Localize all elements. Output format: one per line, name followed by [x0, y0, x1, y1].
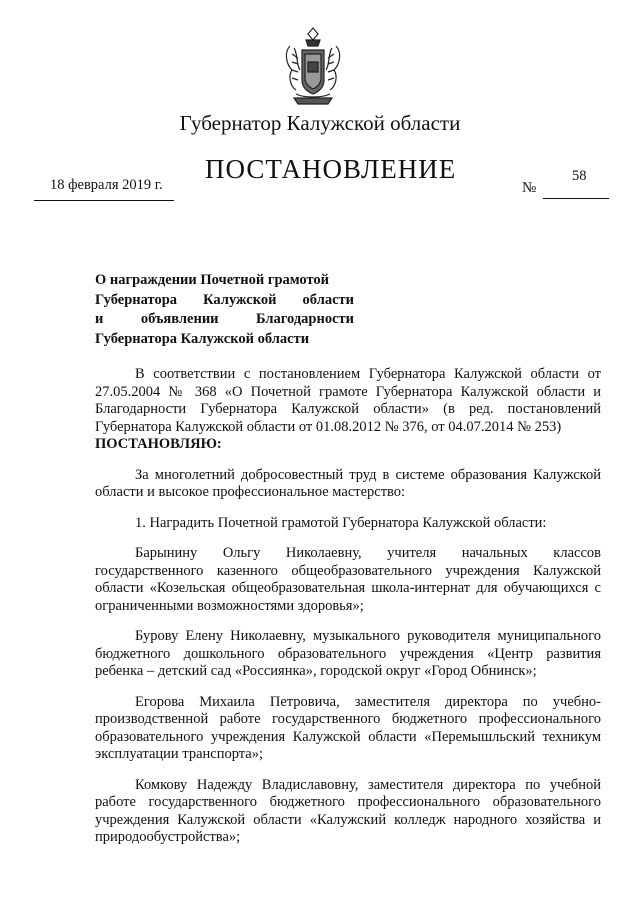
document-subject: [95, 271, 354, 349]
date-underline: [34, 200, 174, 201]
decree-word: ПОСТАНОВЛЯЮ:: [95, 436, 222, 452]
document-number: 58: [572, 168, 587, 184]
subject-line: Губернатора Калужской области: [95, 291, 354, 308]
document-type: ПОСТАНОВЛЕНИЕ: [205, 154, 457, 184]
preamble-paragraph: В соответствии с постановлением Губернатора Калужской области от 27.05.2004 № 368 «О Почетной грамоте Губернатора Калужской области и Благодарности Губернатора Калужской области» (в ред. постановлений Губернатора Калужской области от 01.08.2012 № 376, от 04.07.2014 № 253): [95, 366, 601, 435]
subject-line: О награждении Почетной грамотой: [95, 272, 330, 288]
awardee-paragraph: Бурову Елену Николаевну, музыкального руководителя муниципального бюджетного дошкольного образовательного учреждения «Центр развития ребенка – детский сад «Россиянка», городской округ «Город Обнинск»;: [95, 628, 601, 679]
subject-line: и объявлении Благодарности: [95, 311, 354, 327]
subject-line: Губернатора Калужской области: [95, 330, 310, 347]
item-1-heading: 1. Наградить Почетной грамотой Губернатора Калужской области:: [135, 514, 547, 531]
issuer-title: Губернатор Калужской области: [179, 111, 461, 135]
coat-of-arms-icon: [282, 24, 344, 106]
reason-paragraph: За многолетний добросовестный труд в системе образования Калужской области и высокое профессиональное мастерство:: [95, 466, 601, 500]
awardee-paragraph: Комкову Надежду Владиславовну, заместителя директора по учебной работе государственного бюджетного профессионального образовательного учреждения Калужской области «Калужский колледж народного хозяйства и природообустройства»;: [95, 776, 601, 845]
document-date: 18 февраля 2019 г.: [50, 177, 163, 193]
awardee-paragraph: Барынину Ольгу Николаевну, учителя начальных классов государственного казенного общеобразовательного учреждения Калужской области «Козельская общеобразовательная школа-интернат для обучающихся с ограниченными возможностями здоровья»;: [95, 545, 601, 614]
number-sign: №: [522, 180, 537, 196]
number-underline: [543, 198, 609, 199]
awardee-paragraph: Егорова Михаила Петровича, заместителя директора по учебно-производственной работе государственного бюджетного профессионального образовательного учреждения Калужской области «Перемышльский техникум эксплуатации транспорта»;: [95, 693, 601, 762]
document-body: [95, 366, 601, 847]
